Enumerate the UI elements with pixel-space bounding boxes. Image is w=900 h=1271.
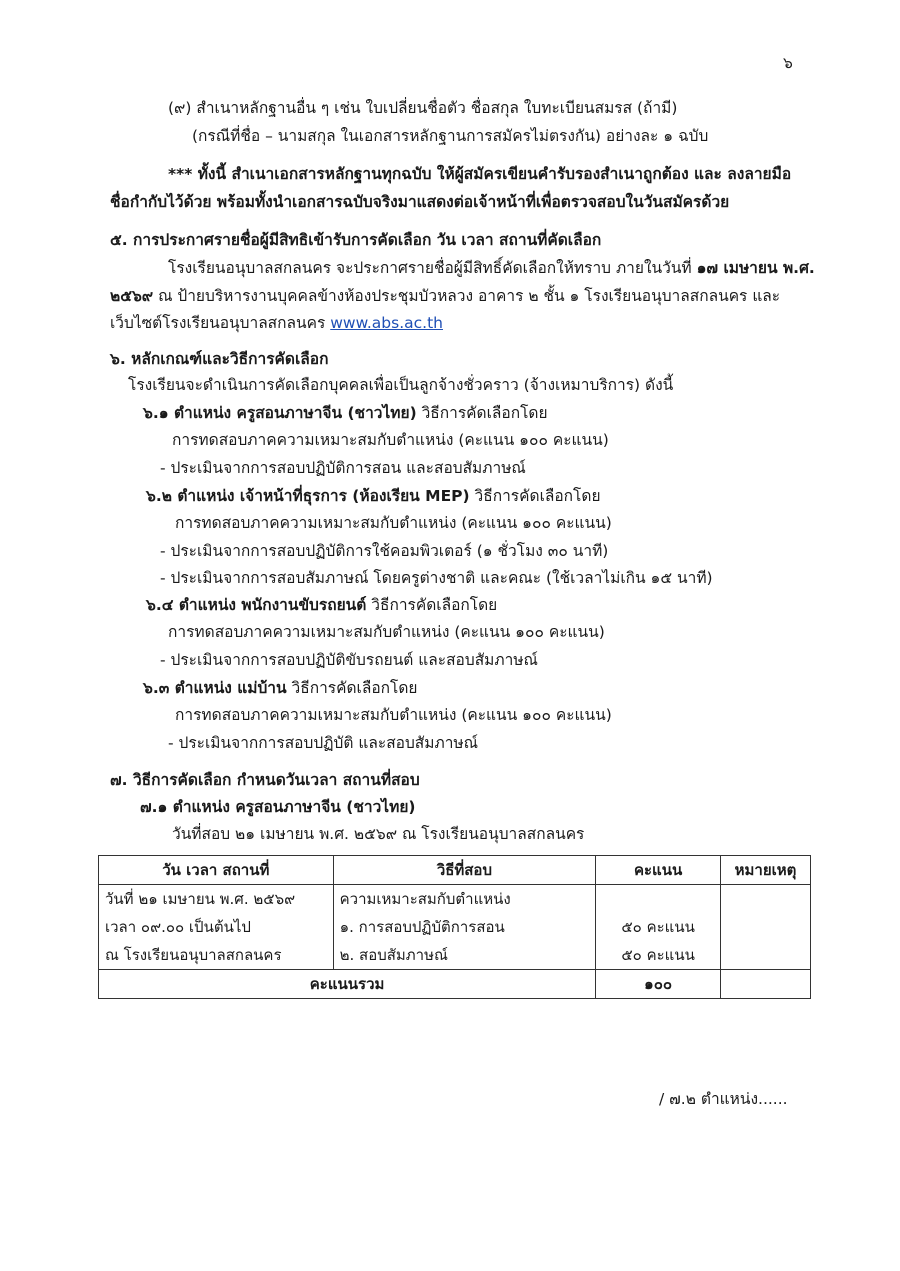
section5-line2-text: ณ ป้ายบริหารงานบุคคลข้างห้องประชุมบัวหลวง อาคาร ๒ ชั้น ๑ โรงเรียนอนุบาลสกลนคร และ bbox=[153, 287, 781, 305]
cell-remark bbox=[721, 885, 811, 970]
cell-score bbox=[596, 885, 721, 970]
note-line2: ชื่อกำกับไว้ด้วย พร้อมทั้งนำเอกสารฉบับจริงมาแสดงต่อเจ้าหน้าที่เพื่อตรวจสอบในวันสมัครด้วย bbox=[110, 193, 730, 211]
method-line: ๑. การสอบปฏิบัติการสอน bbox=[339, 918, 505, 936]
p62-line2: - ประเมินจากการสอบปฏิบัติการใช้คอมพิวเตอร์ (๑ ชั่วโมง ๓๐ นาที) bbox=[160, 542, 609, 560]
p63-title bbox=[143, 677, 418, 699]
exam-schedule-table bbox=[98, 855, 811, 999]
p71-heading: ๗.๑ ตำแหน่ง ครูสอนภาษาจีน (ชาวไทย) bbox=[140, 798, 416, 816]
header-remark: หมายเหตุ bbox=[721, 856, 811, 885]
header-datetime: วัน เวลา สถานที่ bbox=[99, 856, 334, 885]
p63-method: วิธีการคัดเลือกโดย bbox=[286, 679, 418, 697]
announce-year: ๒๕๖๙ bbox=[110, 287, 154, 305]
p64-line2: - ประเมินจากการสอบปฏิบัติขับรถยนต์ และสอบสัมภาษณ์ bbox=[160, 651, 538, 669]
p62-position: ๖.๒ ตำแหน่ง เจ้าหน้าที่ธุรการ (ห้องเรียน MEP) bbox=[146, 487, 470, 505]
datetime-line: เวลา ๐๙.๐๐ เป็นต้นไป bbox=[105, 918, 251, 936]
table-row bbox=[99, 885, 811, 970]
cell-method bbox=[333, 885, 596, 970]
section6-intro: โรงเรียนจะดำเนินการคัดเลือกบุคคลเพื่อเป็นลูกจ้างชั่วคราว (จ้างเหมาบริการ) ดังนี้ bbox=[128, 376, 674, 394]
website-link[interactable]: www.abs.ac.th bbox=[330, 314, 443, 332]
total-value: ๑๐๐ bbox=[596, 970, 721, 999]
p62-line3: - ประเมินจากการสอบสัมภาษณ์ โดยครูต่างชาติ และคณะ (ใช้เวลาไม่เกิน ๑๕ นาที) bbox=[160, 569, 713, 587]
section7-heading: ๗. วิธีการคัดเลือก กำหนดวันเวลา สถานที่สอบ bbox=[110, 771, 420, 789]
header-score: คะแนน bbox=[596, 856, 721, 885]
method-line: ๒. สอบสัมภาษณ์ bbox=[339, 946, 448, 964]
table-total-row bbox=[99, 970, 811, 999]
method-line: ความเหมาะสมกับตำแหน่ง bbox=[339, 890, 511, 908]
announce-date: ๑๗ เมษายน พ.ศ. bbox=[696, 259, 815, 277]
score-line: ๕๐ คะแนน bbox=[621, 946, 695, 964]
doc-item-9-line1: (๙) สำเนาหลักฐานอื่น ๆ เช่น ใบเปลี่ยนชื่อตัว ชื่อสกุล ใบทะเบียนสมรส (ถ้ามี) bbox=[168, 99, 678, 117]
datetime-line: วันที่ ๒๑ เมษายน พ.ศ. ๒๕๖๙ bbox=[105, 890, 296, 908]
header-method: วิธีที่สอบ bbox=[333, 856, 596, 885]
p62-title bbox=[146, 485, 601, 507]
p61-method: วิธีการคัดเลือกโดย bbox=[416, 404, 548, 422]
score-line bbox=[602, 885, 714, 913]
table-header-row bbox=[99, 856, 811, 885]
section5-line1-text: โรงเรียนอนุบาลสกลนคร จะประกาศรายชื่อผู้มีสิทธิ์คัดเลือกให้ทราบ ภายในวันที่ bbox=[168, 259, 697, 277]
p64-line1: การทดสอบภาคความเหมาะสมกับตำแหน่ง (คะแนน ๑๐๐ คะแนน) bbox=[168, 623, 605, 641]
score-line: ๕๐ คะแนน bbox=[621, 918, 695, 936]
section5-line3-text: เว็บไซต์โรงเรียนอนุบาลสกลนคร bbox=[110, 314, 331, 332]
note-line1: *** ทั้งนี้ สำเนาเอกสารหลักฐานทุกฉบับ ให้ผู้สมัครเขียนคำรับรองสำเนาถูกต้อง และ ลงลายมือ bbox=[168, 165, 792, 183]
total-remark bbox=[721, 970, 811, 999]
p62-line1: การทดสอบภาคความเหมาะสมกับตำแหน่ง (คะแนน ๑๐๐ คะแนน) bbox=[175, 514, 612, 532]
p62-method: วิธีการคัดเลือกโดย bbox=[469, 487, 601, 505]
p61-position: ๖.๑ ตำแหน่ง ครูสอนภาษาจีน (ชาวไทย) bbox=[143, 404, 417, 422]
section5-line3 bbox=[110, 312, 443, 334]
section5-line2 bbox=[110, 285, 780, 307]
section5-heading: ๕. การประกาศรายชื่อผู้มีสิทธิเข้ารับการคัดเลือก วัน เวลา สถานที่คัดเลือก bbox=[110, 231, 602, 249]
cell-datetime bbox=[99, 885, 334, 970]
p61-line1: การทดสอบภาคความเหมาะสมกับตำแหน่ง (คะแนน ๑๐๐ คะแนน) bbox=[172, 431, 609, 449]
section5-line1 bbox=[168, 257, 815, 279]
p61-title bbox=[143, 402, 548, 424]
p63-line1: การทดสอบภาคความเหมาะสมกับตำแหน่ง (คะแนน ๑๐๐ คะแนน) bbox=[175, 706, 612, 724]
p64-position: ๖.๔ ตำแหน่ง พนักงานขับรถยนต์ bbox=[146, 596, 367, 614]
section6-heading: ๖. หลักเกณฑ์และวิธีการคัดเลือก bbox=[110, 350, 329, 368]
p63-position: ๖.๓ ตำแหน่ง แม่บ้าน bbox=[143, 679, 287, 697]
doc-item-9-line2: (กรณีที่ชื่อ – นามสกุล ในเอกสารหลักฐานการสมัครไม่ตรงกัน) อย่างละ ๑ ฉบับ bbox=[192, 127, 709, 145]
total-label: คะแนนรวม bbox=[99, 970, 596, 999]
p64-method: วิธีการคัดเลือกโดย bbox=[366, 596, 498, 614]
p63-line2: - ประเมินจากการสอบปฏิบัติ และสอบสัมภาษณ์ bbox=[168, 734, 479, 752]
p71-date: วันที่สอบ ๒๑ เมษายน พ.ศ. ๒๕๖๙ ณ โรงเรียนอนุบาลสกลนคร bbox=[172, 825, 585, 843]
p64-title bbox=[146, 594, 497, 616]
page-number: ๖ bbox=[783, 54, 793, 72]
datetime-line: ณ โรงเรียนอนุบาลสกลนคร bbox=[105, 946, 282, 964]
footer-continuation: / ๗.๒ ตำแหน่ง...... bbox=[659, 1090, 788, 1108]
p61-line2: - ประเมินจากการสอบปฏิบัติการสอน และสอบสัมภาษณ์ bbox=[160, 459, 526, 477]
